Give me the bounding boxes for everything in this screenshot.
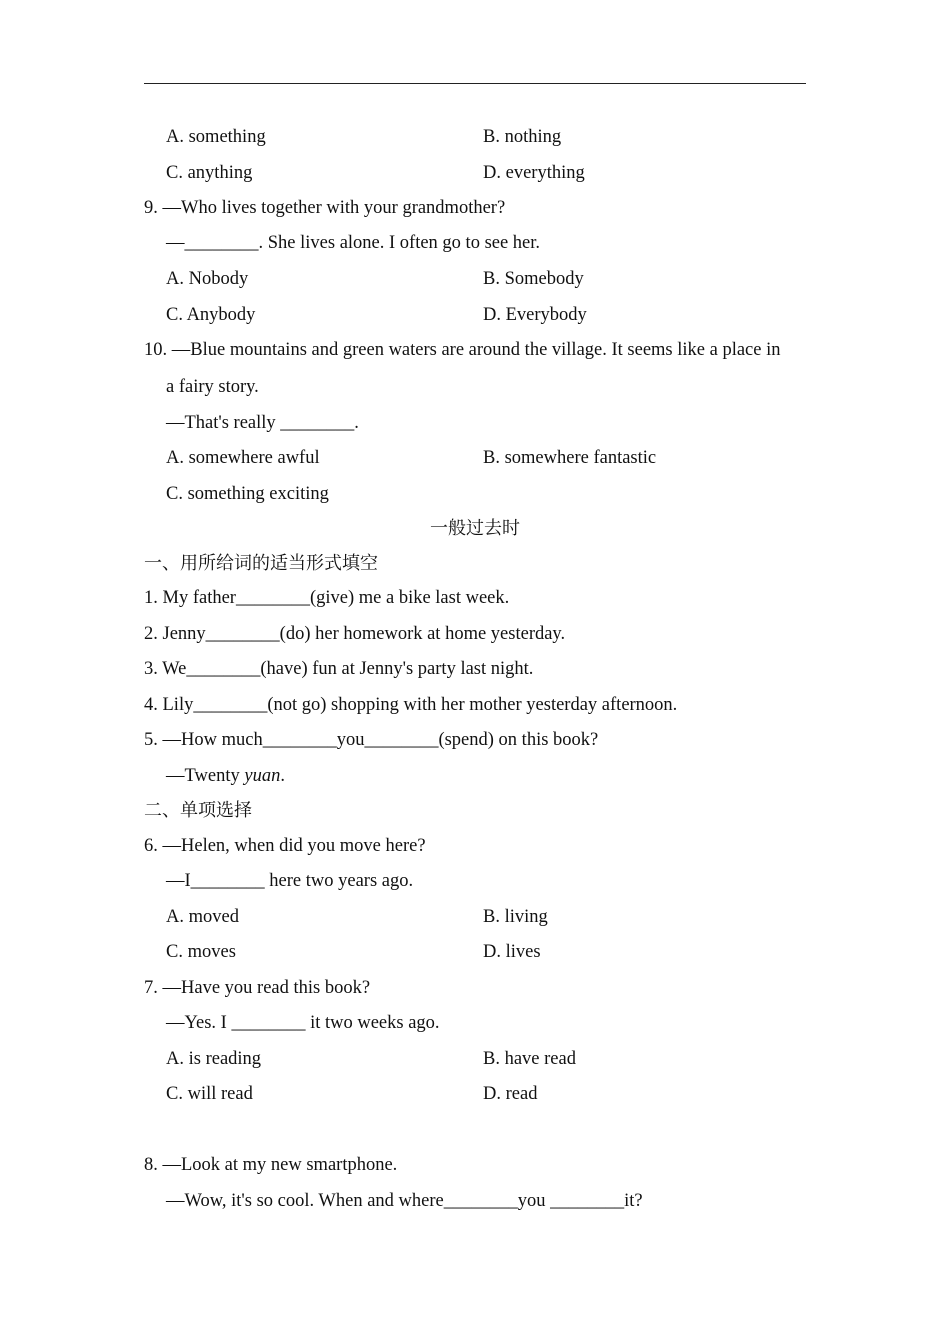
mc-q7-question: 7. —Have you read this book? [144, 978, 371, 998]
q8-prev-option-b: B. nothing [483, 127, 562, 147]
q9-option-a: A. Nobody [166, 269, 249, 289]
q10-option-a: A. somewhere awful [166, 448, 320, 468]
mc-q8-answer-line: —Wow, it's so cool. When and where________you ________it? [166, 1191, 643, 1211]
q9-answer-line: —________. She lives alone. I often go to see her. [166, 233, 541, 253]
mc-q6-option-a: A. moved [166, 907, 239, 927]
q10-option-b: B. somewhere fantastic [483, 448, 657, 468]
q10-answer-line: —That's really ________. [166, 413, 359, 433]
q9-question: 9. —Who lives together with your grandmother? [144, 198, 506, 218]
mc-q7-option-c: C. will read [166, 1084, 253, 1104]
mc-q7-answer-line: —Yes. I ________ it two weeks ago. [166, 1013, 440, 1033]
section-title: 一般过去时 [430, 518, 520, 539]
q9-option-b: B. Somebody [483, 269, 584, 289]
q8-prev-option-a: A. something [166, 127, 266, 147]
mc-q6-question: 6. —Helen, when did you move here? [144, 836, 426, 856]
fill-q1: 1. My father________(give) me a bike last week. [144, 588, 510, 608]
fill-q5-answer-italic: yuan [244, 766, 281, 786]
q9-option-c: C. Anybody [166, 305, 256, 325]
fill-q5-question: 5. —How much________you________(spend) on this book? [144, 730, 599, 750]
fill-q3: 3. We________(have) fun at Jenny's party last night. [144, 659, 534, 679]
mc-q6-option-b: B. living [483, 907, 548, 927]
mc-q6-option-d: D. lives [483, 942, 541, 962]
q10-question-line1: 10. —Blue mountains and green waters are around the village. It seems like a place in [144, 340, 781, 360]
mc-q8-question: 8. —Look at my new smartphone. [144, 1155, 398, 1175]
mc-q7-option-a: A. is reading [166, 1049, 262, 1069]
q9-option-d: D. Everybody [483, 305, 587, 325]
header-rule [144, 83, 806, 84]
q8-prev-option-d: D. everything [483, 163, 585, 183]
mc-q7-option-b: B. have read [483, 1049, 576, 1069]
fill-q5-answer [166, 767, 285, 786]
fill-q4: 4. Lily________(not go) shopping with her mother yesterday afternoon. [144, 695, 678, 715]
q10-question-line2: a fairy story. [166, 377, 259, 397]
mc-q6-option-c: C. moves [166, 942, 236, 962]
q8-prev-option-c: C. anything [166, 163, 253, 183]
fill-q5-answer-suffix: . [280, 766, 285, 786]
section2-heading: 二、单项选择 [144, 800, 252, 821]
section1-heading: 一、用所给词的适当形式填空 [144, 553, 378, 574]
fill-q2: 2. Jenny________(do) her homework at home yesterday. [144, 624, 566, 644]
fill-q5-answer-prefix: —Twenty [166, 766, 245, 786]
mc-q7-option-d: D. read [483, 1084, 538, 1104]
q10-option-c: C. something exciting [166, 484, 329, 504]
mc-q6-answer-line: —I________ here two years ago. [166, 871, 414, 891]
